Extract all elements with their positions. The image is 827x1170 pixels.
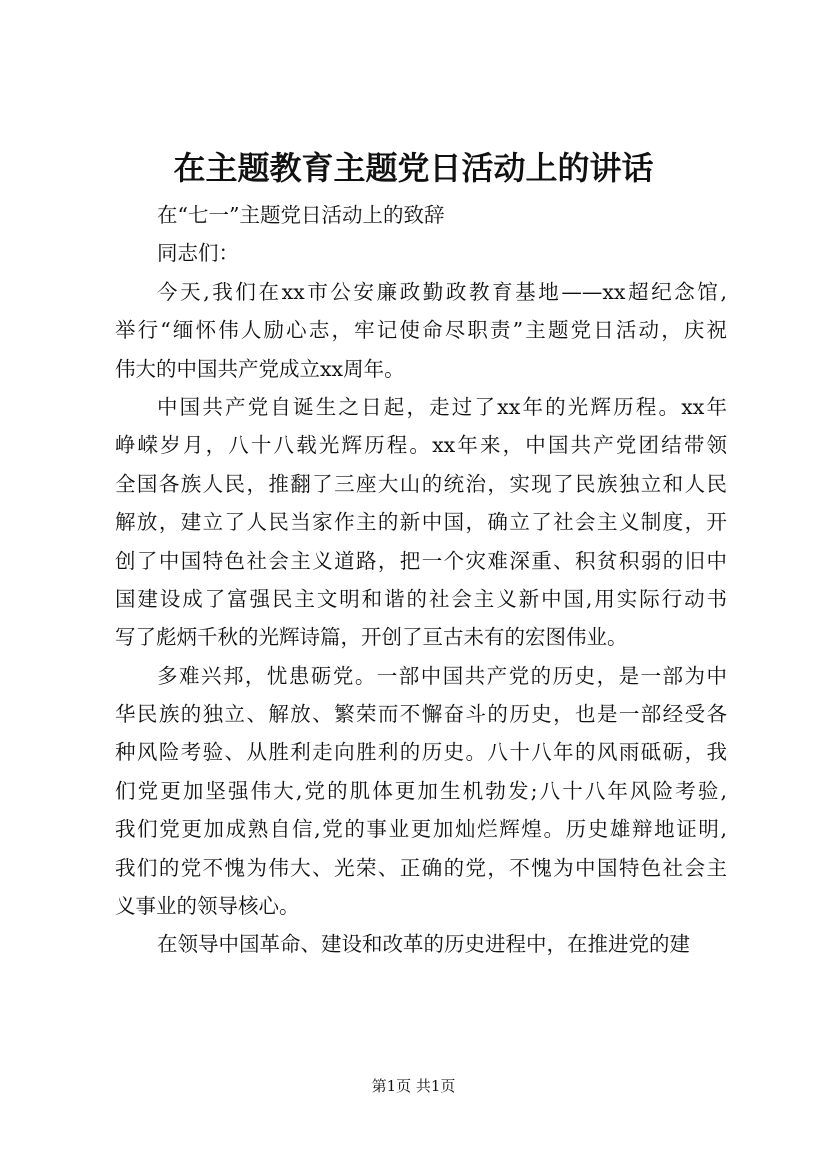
page-number-footer: 第1页 共1页 [371, 1077, 456, 1095]
paragraph-line: 伟大的中国共产党成立xx周年。 [115, 356, 405, 381]
paragraph-line: 我们党更加成熟自信,党的事业更加灿烂辉煌。历史雄辩地证明, [115, 817, 727, 842]
paragraph-3 [115, 657, 727, 926]
paragraph-4 [115, 925, 727, 963]
paragraph-line: 创了中国特色社会主义道路，把一个灾难深重、积贫积弱的旧中 [115, 548, 727, 573]
paragraph-line: 今天,我们在xx市公安廉政勤政教育基地——xx超纪念馆, [157, 279, 727, 304]
paragraph-line: 多难兴邦，忧患砺党。一部中国共产党的历史，是一部为中 [157, 663, 727, 688]
paragraph-line: 我们的党不愧为伟大、光荣、正确的党，不愧为中国特色社会主 [115, 855, 727, 880]
paragraph-line: 举行“缅怀伟人励心志，牢记使命尽职责”主题党日活动，庆祝 [115, 318, 727, 343]
paragraph-line: 们党更加坚强伟大,党的肌体更加生机勃发;八十八年风险考验, [115, 778, 727, 803]
paragraph-2 [115, 388, 727, 657]
paragraph-line: 解放，建立了人民当家作主的新中国，确立了社会主义制度，开 [115, 510, 727, 535]
subtitle-line: 在“七一”主题党日活动上的致辞 [157, 203, 445, 227]
paragraph-line: 国建设成了富强民主文明和谐的社会主义新中国,用实际行动书 [115, 586, 727, 611]
paragraph-line: 中国共产党自诞生之日起，走过了xx年的光辉历程。xx年 [157, 394, 727, 419]
paragraph-1 [115, 273, 727, 388]
paragraph-line: 全国各族人民，推翻了三座大山的统治，实现了民族独立和人民 [115, 471, 727, 496]
salutation-line: 同志们： [157, 241, 239, 266]
document-title: 在主题教育主题党日活动上的讲话 [173, 149, 654, 187]
paragraph-line: 义事业的领导核心。 [115, 894, 300, 919]
paragraph-line: 在领导中国革命、建设和改革的历史进程中，在推进党的建 [157, 932, 690, 957]
paragraph-line: 华民族的独立、解放、繁荣而不懈奋斗的历史，也是一部经受各 [115, 702, 727, 727]
paragraph-line: 种风险考验、从胜利走向胜利的历史。八十八年的风雨砥砺，我 [115, 740, 727, 765]
paragraph-line: 写了彪炳千秋的光辉诗篇，开创了亘古未有的宏图伟业。 [115, 625, 628, 650]
document-body [115, 196, 727, 964]
paragraph-line: 峥嵘岁月，八十八载光辉历程。xx年来，中国共产党团结带领 [115, 433, 727, 458]
